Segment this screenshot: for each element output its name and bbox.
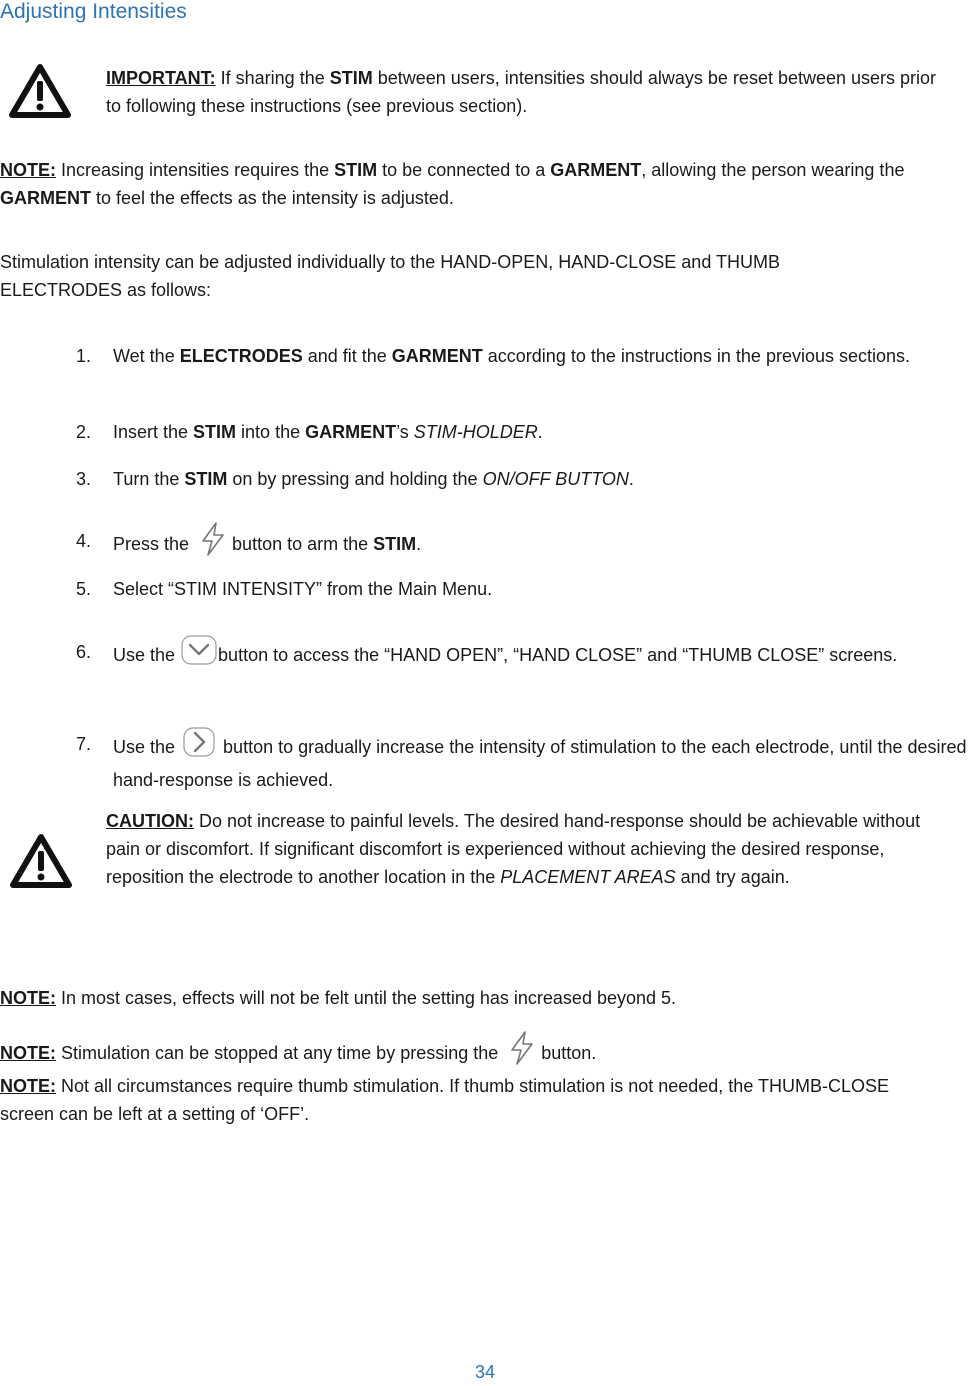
important-label: IMPORTANT: bbox=[106, 68, 216, 88]
note-label: NOTE: bbox=[0, 160, 56, 180]
chevron-right-icon bbox=[180, 724, 218, 760]
note-stop: NOTE: Stimulation can be stopped at any time by pressing the button. bbox=[0, 1036, 950, 1072]
page-number: 34 bbox=[474, 1362, 496, 1382]
chevron-down-icon bbox=[180, 632, 218, 668]
caution-label: CAUTION: bbox=[106, 811, 194, 831]
warning-triangle-icon bbox=[8, 62, 72, 120]
caution-callout: CAUTION: Do not increase to painful levels. The desired hand-response should be achievable without pain or discomfort. If significant discomfort is experienced without achieving the desired response, reposition the electrode to another location in the PLACEMENT AREAS and try again. bbox=[106, 811, 921, 887]
note-setting: NOTE: In most cases, effects will not be felt until the setting has increased beyond 5. bbox=[0, 988, 677, 1008]
note-thumb: NOTE: Not all circumstances require thumb stimulation. If thumb stimulation is not needed, the THUMB-CLOSE screen can be left at a setting of ‘OFF’. bbox=[0, 1076, 890, 1124]
lightning-bolt-icon bbox=[194, 521, 232, 557]
intro-paragraph: Stimulation intensity can be adjusted individually to the HAND-OPEN, HAND-CLOSE and THUMB ELECTRODES as follows: bbox=[0, 252, 780, 300]
note-garment: NOTE: Increasing intensities requires the STIM to be connected to a GARMENT, allowing the person wearing the GARMENT to feel the effects as the intensity is adjusted. bbox=[0, 160, 905, 208]
page-title: Adjusting Intensities bbox=[0, 0, 187, 23]
lightning-bolt-icon bbox=[503, 1030, 541, 1066]
warning-triangle-icon bbox=[9, 832, 73, 890]
important-callout: IMPORTANT: If sharing the STIM between users, intensities should always be reset between users prior to following these instructions (see previous section). bbox=[106, 68, 937, 116]
